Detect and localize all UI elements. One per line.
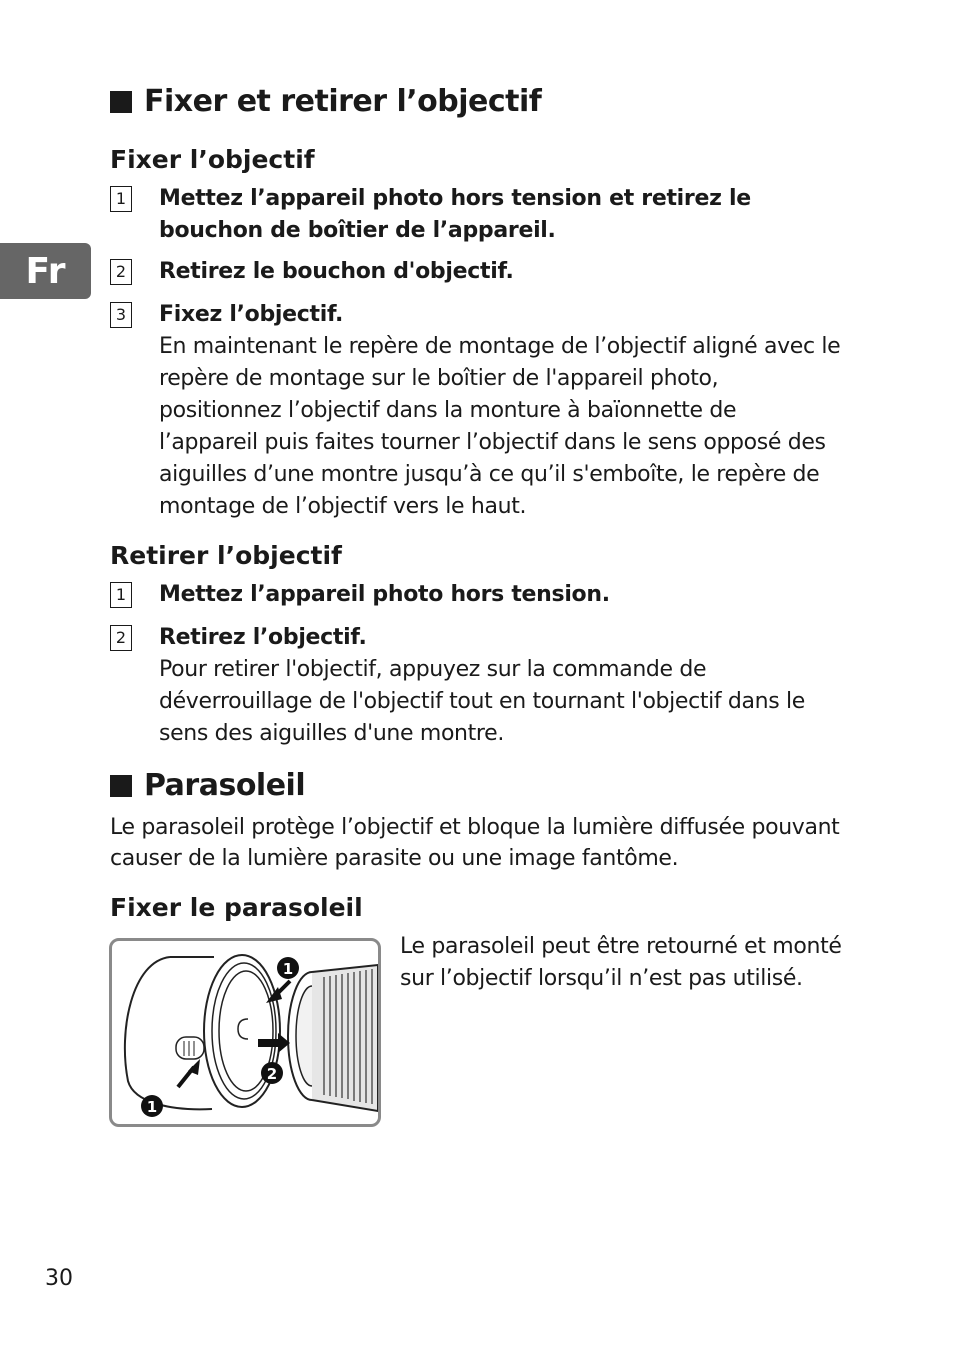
svg-text:1: 1	[282, 960, 294, 978]
step-number: 2	[110, 625, 132, 651]
subheading-attach-hood: Fixer le parasoleil	[110, 893, 363, 922]
step-text: Pour retirer l'objectif, appuyez sur la commande de déverrouillage de l'objectif tout en tournant l'objectif dans le sens des aiguilles d'une montre.	[159, 657, 805, 746]
section-heading-lens-text: Fixer et retirer l’objectif	[144, 84, 542, 119]
lens-hood-drawing	[112, 941, 378, 1124]
language-tab: Fr	[0, 243, 91, 299]
heading-square-icon	[110, 775, 132, 797]
attach-step-3	[110, 299, 850, 523]
step-title: Fixez l’objectif.	[159, 302, 344, 327]
step-title: Retirez l’objectif.	[159, 625, 367, 650]
attach-step-2	[110, 256, 850, 288]
step-number: 1	[110, 582, 132, 608]
heading-square-icon	[110, 91, 132, 113]
step-number: 1	[110, 186, 132, 212]
step-text: En maintenant le repère de montage de l’objectif aligné avec le repère de montage sur le boîtier de l'appareil photo, positionnez l’objectif dans la monture à baïonnette de l’appareil puis faites tourner l’objectif dans le sens opposé des aiguilles d’une montre jusqu’à ce qu’il s'emboîte, le repère de montage de l’objectif vers le haut.	[159, 334, 841, 519]
step-number: 2	[110, 259, 132, 285]
section-heading-hood	[110, 768, 305, 803]
page-number: 30	[45, 1266, 73, 1291]
section-heading-lens	[110, 84, 541, 119]
hood-intro: Le parasoleil protège l’objectif et bloque la lumière diffusée pouvant causer de la lumière parasite ou une image fantôme.	[110, 815, 840, 871]
attach-step-1	[110, 183, 850, 247]
lens-hood-illustration	[109, 938, 381, 1127]
section-heading-hood-text: Parasoleil	[144, 768, 306, 803]
remove-step-1	[110, 579, 850, 611]
subheading-attach-lens: Fixer l’objectif	[110, 145, 315, 174]
svg-text:2: 2	[266, 1065, 278, 1083]
step-title: Mettez l’appareil photo hors tension.	[159, 582, 610, 607]
svg-text:1: 1	[146, 1098, 158, 1116]
step-title: Mettez l’appareil photo hors tension et retirez le bouchon de boîtier de l’appareil.	[159, 186, 751, 243]
hood-side-text: Le parasoleil peut être retourné et monté sur l’objectif lorsqu’il n’est pas utilisé.	[400, 934, 842, 991]
step-title: Retirez le bouchon d'objectif.	[159, 259, 514, 284]
remove-step-2	[110, 622, 850, 750]
subheading-remove-lens: Retirer l’objectif	[110, 541, 342, 570]
step-number: 3	[110, 302, 132, 328]
